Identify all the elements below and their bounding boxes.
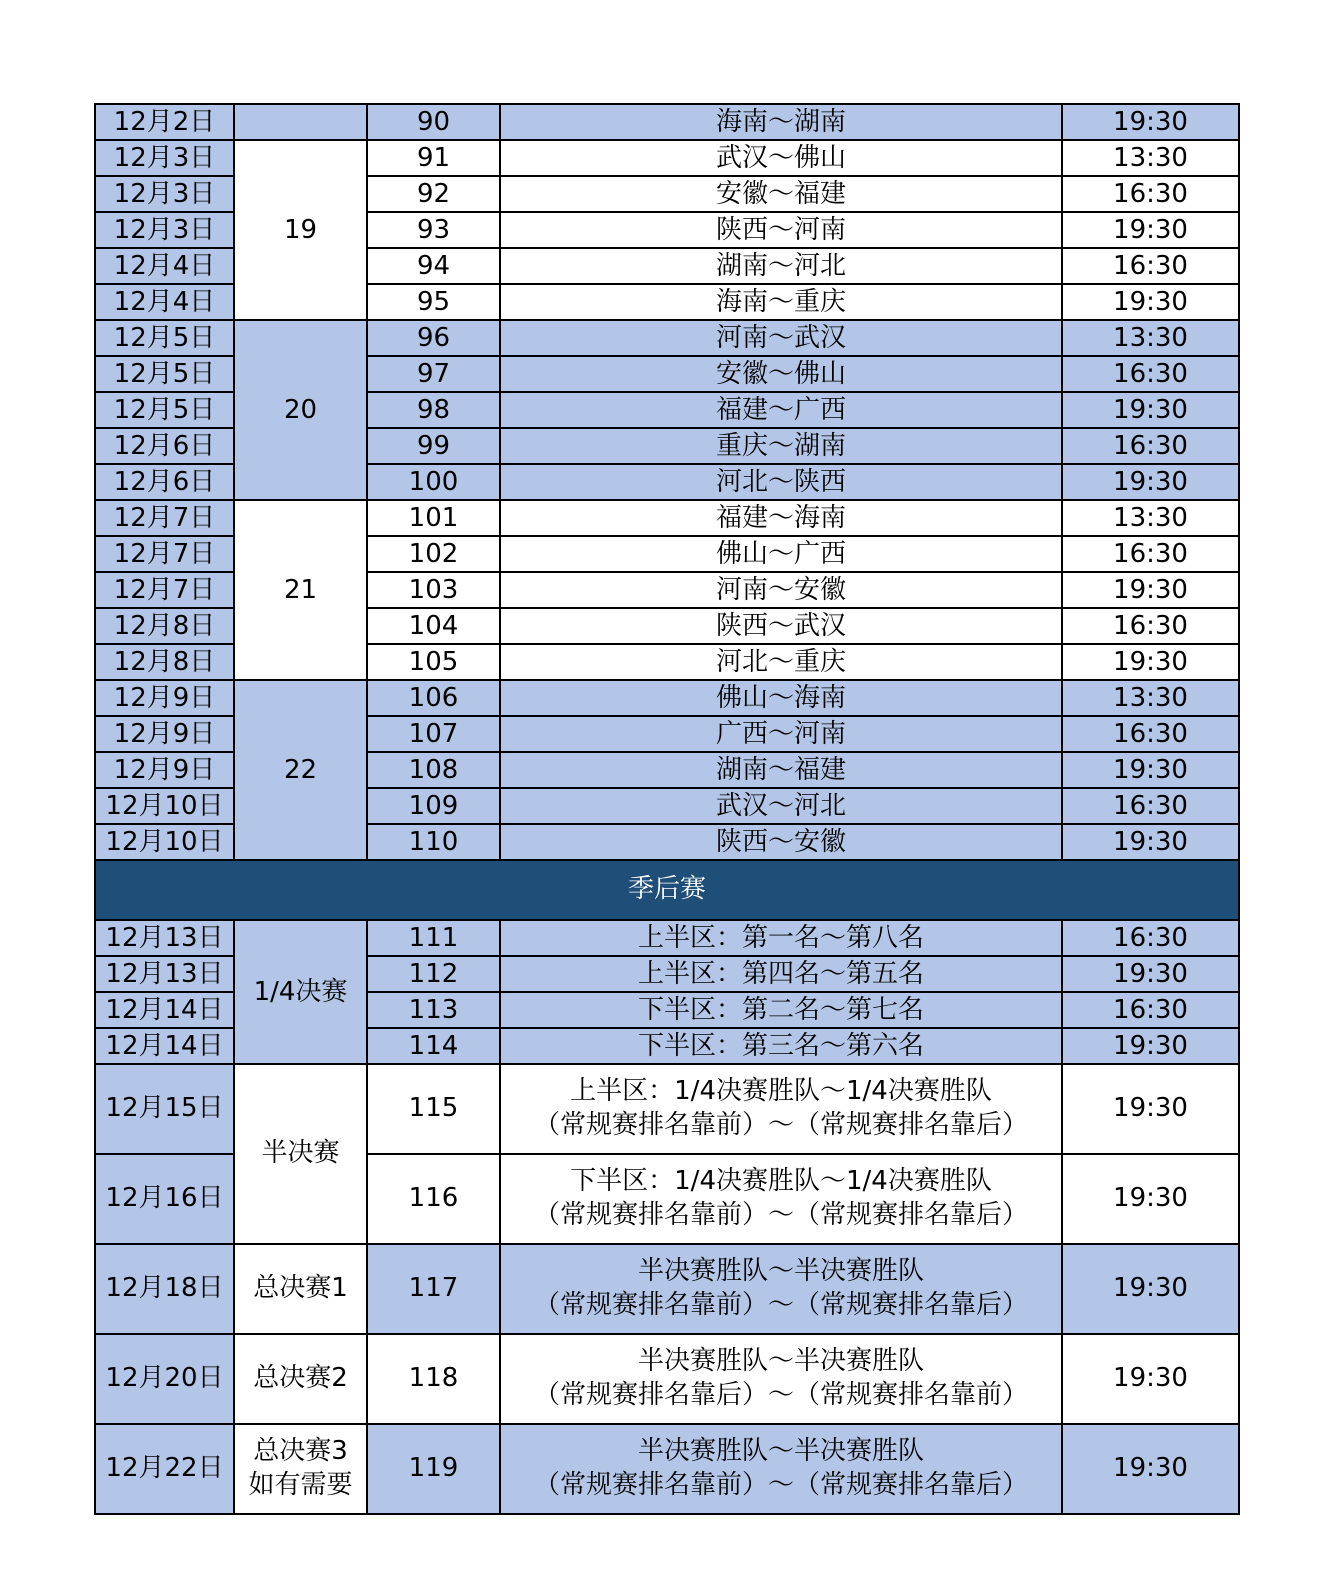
matchup-cell: 佛山～广西 — [500, 536, 1062, 572]
matchup-cell: 上半区：第一名～第八名 — [500, 920, 1062, 956]
match-line-2: （常规赛排名靠前）～（常规赛排名靠后） — [533, 1110, 1028, 1140]
matchup-cell: 上半区：第四名～第五名 — [500, 956, 1062, 992]
time-cell: 16:30 — [1062, 992, 1239, 1028]
matchup-cell: 佛山～海南 — [500, 680, 1062, 716]
date-cell: 12月7日 — [95, 572, 234, 608]
time-cell: 13:30 — [1062, 500, 1239, 536]
date-cell: 12月10日 — [95, 788, 234, 824]
game-number-cell: 107 — [367, 716, 500, 752]
time-cell: 16:30 — [1062, 428, 1239, 464]
match-line-2: （常规赛排名靠前）～（常规赛排名靠后） — [533, 1470, 1028, 1500]
date-cell: 12月4日 — [95, 248, 234, 284]
date-cell: 12月2日 — [95, 104, 234, 140]
round-cell: 22 — [234, 680, 367, 860]
match-line-1: 总决赛3 — [253, 1436, 348, 1467]
matchup-cell: 福建～海南 — [500, 500, 1062, 536]
game-number-cell: 106 — [367, 680, 500, 716]
table-row — [95, 320, 1239, 356]
matchup-cell: 武汉～河北 — [500, 788, 1062, 824]
time-cell: 19:30 — [1062, 1244, 1239, 1334]
time-cell: 19:30 — [1062, 572, 1239, 608]
game-number-cell: 109 — [367, 788, 500, 824]
game-number-cell: 116 — [367, 1154, 500, 1244]
date-cell: 12月6日 — [95, 428, 234, 464]
time-cell: 16:30 — [1062, 356, 1239, 392]
game-number-cell: 101 — [367, 500, 500, 536]
table-row — [95, 1064, 1239, 1154]
round-cell — [234, 104, 367, 140]
section-title: 季后赛 — [95, 860, 1239, 920]
date-cell: 12月14日 — [95, 1028, 234, 1064]
table-row — [95, 920, 1239, 956]
date-cell: 12月4日 — [95, 284, 234, 320]
matchup-cell: 海南～湖南 — [500, 104, 1062, 140]
time-cell: 16:30 — [1062, 608, 1239, 644]
game-number-cell: 108 — [367, 752, 500, 788]
game-number-cell: 115 — [367, 1064, 500, 1154]
date-cell: 12月8日 — [95, 608, 234, 644]
game-number-cell: 91 — [367, 140, 500, 176]
table-row — [95, 140, 1239, 176]
stage-cell: 半决赛 — [234, 1064, 367, 1244]
time-cell: 16:30 — [1062, 716, 1239, 752]
game-number-cell: 92 — [367, 176, 500, 212]
date-cell: 12月7日 — [95, 500, 234, 536]
matchup-cell — [500, 1244, 1062, 1334]
matchup-cell: 河北～重庆 — [500, 644, 1062, 680]
matchup-cell: 湖南～福建 — [500, 752, 1062, 788]
date-cell: 12月9日 — [95, 680, 234, 716]
matchup-cell: 河南～武汉 — [500, 320, 1062, 356]
date-cell: 12月3日 — [95, 212, 234, 248]
game-number-cell: 118 — [367, 1334, 500, 1424]
matchup-cell — [500, 1154, 1062, 1244]
time-cell: 19:30 — [1062, 1064, 1239, 1154]
time-cell: 19:30 — [1062, 392, 1239, 428]
matchup-cell: 河北～陕西 — [500, 464, 1062, 500]
time-cell: 16:30 — [1062, 920, 1239, 956]
match-line-2: （常规赛排名靠前）～（常规赛排名靠后） — [533, 1200, 1028, 1230]
time-cell: 16:30 — [1062, 788, 1239, 824]
time-cell: 19:30 — [1062, 752, 1239, 788]
stage-cell: 总决赛1 — [234, 1244, 367, 1334]
schedule-table — [94, 103, 1240, 1515]
time-cell: 19:30 — [1062, 1154, 1239, 1244]
game-number-cell: 113 — [367, 992, 500, 1028]
date-cell: 12月5日 — [95, 320, 234, 356]
time-cell: 13:30 — [1062, 320, 1239, 356]
matchup-cell: 安徽～佛山 — [500, 356, 1062, 392]
date-cell: 12月9日 — [95, 752, 234, 788]
matchup-cell — [500, 1334, 1062, 1424]
stage-cell: 总决赛2 — [234, 1334, 367, 1424]
table-row — [95, 1244, 1239, 1334]
date-cell: 12月5日 — [95, 356, 234, 392]
date-cell: 12月5日 — [95, 392, 234, 428]
date-cell: 12月16日 — [95, 1154, 234, 1244]
game-number-cell: 94 — [367, 248, 500, 284]
match-line-2: 如有需要 — [248, 1470, 353, 1500]
matchup-cell: 河南～安徽 — [500, 572, 1062, 608]
game-number-cell: 102 — [367, 536, 500, 572]
time-cell: 19:30 — [1062, 1424, 1239, 1514]
time-cell: 19:30 — [1062, 956, 1239, 992]
match-line-1: 上半区：1/4决赛胜队～1/4决赛胜队 — [570, 1076, 992, 1107]
date-cell: 12月13日 — [95, 920, 234, 956]
time-cell: 19:30 — [1062, 1334, 1239, 1424]
game-number-cell: 105 — [367, 644, 500, 680]
game-number-cell: 90 — [367, 104, 500, 140]
date-cell: 12月3日 — [95, 140, 234, 176]
table-row — [95, 1424, 1239, 1514]
matchup-cell: 安徽～福建 — [500, 176, 1062, 212]
matchup-cell — [500, 1064, 1062, 1154]
matchup-cell: 武汉～佛山 — [500, 140, 1062, 176]
round-cell: 21 — [234, 500, 367, 680]
game-number-cell: 97 — [367, 356, 500, 392]
stage-cell — [234, 1424, 367, 1514]
time-cell: 19:30 — [1062, 1028, 1239, 1064]
table-row — [95, 104, 1239, 140]
matchup-cell: 下半区：第二名～第七名 — [500, 992, 1062, 1028]
game-number-cell: 95 — [367, 284, 500, 320]
match-line-1: 半决赛胜队～半决赛胜队 — [637, 1256, 924, 1287]
time-cell: 13:30 — [1062, 140, 1239, 176]
time-cell: 13:30 — [1062, 680, 1239, 716]
round-cell: 19 — [234, 140, 367, 320]
time-cell: 19:30 — [1062, 644, 1239, 680]
matchup-cell: 陕西～河南 — [500, 212, 1062, 248]
game-number-cell: 112 — [367, 956, 500, 992]
game-number-cell: 103 — [367, 572, 500, 608]
date-cell: 12月15日 — [95, 1064, 234, 1154]
date-cell: 12月14日 — [95, 992, 234, 1028]
table-row — [95, 500, 1239, 536]
round-cell: 20 — [234, 320, 367, 500]
date-cell: 12月7日 — [95, 536, 234, 572]
matchup-cell: 下半区：第三名～第六名 — [500, 1028, 1062, 1064]
date-cell: 12月9日 — [95, 716, 234, 752]
match-line-1: 半决赛胜队～半决赛胜队 — [637, 1436, 924, 1467]
date-cell: 12月18日 — [95, 1244, 234, 1334]
match-line-1: 半决赛胜队～半决赛胜队 — [637, 1346, 924, 1377]
matchup-cell: 广西～河南 — [500, 716, 1062, 752]
table-row — [95, 680, 1239, 716]
date-cell: 12月22日 — [95, 1424, 234, 1514]
game-number-cell: 117 — [367, 1244, 500, 1334]
time-cell: 19:30 — [1062, 464, 1239, 500]
game-number-cell: 98 — [367, 392, 500, 428]
time-cell: 16:30 — [1062, 248, 1239, 284]
time-cell: 19:30 — [1062, 104, 1239, 140]
game-number-cell: 110 — [367, 824, 500, 860]
date-cell: 12月6日 — [95, 464, 234, 500]
section-header-row — [95, 860, 1239, 920]
matchup-cell: 陕西～武汉 — [500, 608, 1062, 644]
game-number-cell: 114 — [367, 1028, 500, 1064]
date-cell: 12月13日 — [95, 956, 234, 992]
match-line-1: 下半区：1/4决赛胜队～1/4决赛胜队 — [570, 1166, 992, 1197]
match-line-2: （常规赛排名靠前）～（常规赛排名靠后） — [533, 1290, 1028, 1320]
matchup-cell: 海南～重庆 — [500, 284, 1062, 320]
date-cell: 12月10日 — [95, 824, 234, 860]
date-cell: 12月8日 — [95, 644, 234, 680]
game-number-cell: 96 — [367, 320, 500, 356]
matchup-cell: 重庆～湖南 — [500, 428, 1062, 464]
matchup-cell: 福建～广西 — [500, 392, 1062, 428]
matchup-cell — [500, 1424, 1062, 1514]
game-number-cell: 119 — [367, 1424, 500, 1514]
table-row — [95, 1334, 1239, 1424]
time-cell: 19:30 — [1062, 824, 1239, 860]
date-cell: 12月20日 — [95, 1334, 234, 1424]
time-cell: 16:30 — [1062, 176, 1239, 212]
schedule-body — [95, 104, 1239, 1514]
match-line-2: （常规赛排名靠后）～（常规赛排名靠前） — [533, 1380, 1028, 1410]
game-number-cell: 100 — [367, 464, 500, 500]
game-number-cell: 111 — [367, 920, 500, 956]
game-number-cell: 99 — [367, 428, 500, 464]
game-number-cell: 104 — [367, 608, 500, 644]
time-cell: 19:30 — [1062, 212, 1239, 248]
game-number-cell: 93 — [367, 212, 500, 248]
time-cell: 16:30 — [1062, 536, 1239, 572]
matchup-cell: 陕西～安徽 — [500, 824, 1062, 860]
date-cell: 12月3日 — [95, 176, 234, 212]
stage-cell: 1/4决赛 — [234, 920, 367, 1064]
time-cell: 19:30 — [1062, 284, 1239, 320]
matchup-cell: 湖南～河北 — [500, 248, 1062, 284]
